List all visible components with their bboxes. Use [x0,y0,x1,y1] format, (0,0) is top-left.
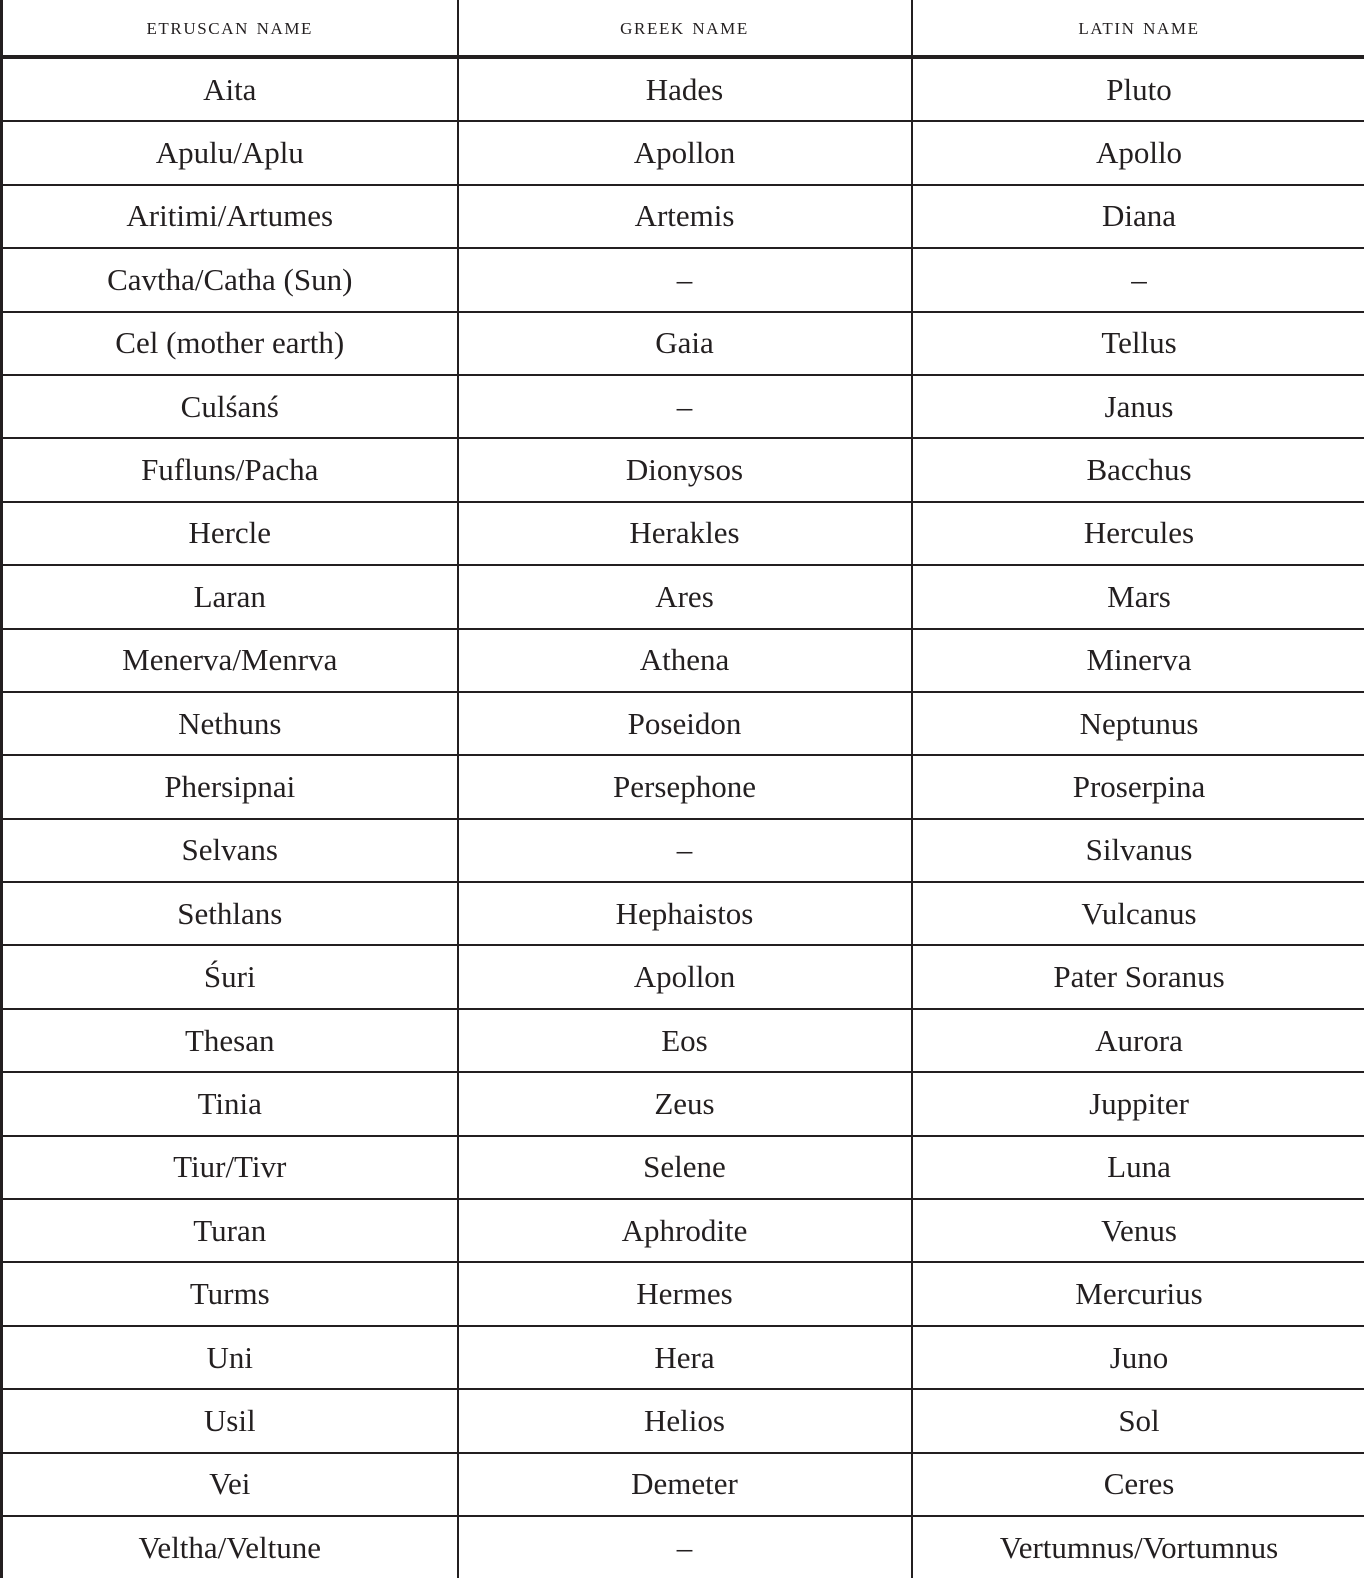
table-row [2,945,1364,1008]
greek-name-cell: Hephaistos [458,882,912,945]
table-body [2,57,1364,1578]
greek-name-cell: Selene [458,1136,912,1199]
greek-name-cell: Aphrodite [458,1199,912,1262]
greek-name-cell: Gaia [458,312,912,375]
latin-name-cell: Mars [912,565,1364,628]
etruscan-name-cell: Turms [2,1262,458,1325]
latin-name-cell: Venus [912,1199,1364,1262]
latin-name-cell: – [912,248,1364,311]
header-row [2,0,1364,57]
header-greek-name: greek name [458,0,912,57]
latin-name-cell: Pluto [912,57,1364,121]
latin-name-cell: Pater Soranus [912,945,1364,1008]
etruscan-name-cell: Tinia [2,1072,458,1135]
etruscan-name-cell: Veltha/Veltune [2,1516,458,1578]
table-row [2,629,1364,692]
greek-name-cell: Athena [458,629,912,692]
etruscan-name-cell: Thesan [2,1009,458,1072]
table-row [2,819,1364,882]
greek-name-cell: Artemis [458,185,912,248]
greek-name-cell: Hermes [458,1262,912,1325]
greek-name-cell: Eos [458,1009,912,1072]
greek-name-cell: – [458,375,912,438]
etruscan-name-cell: Hercle [2,502,458,565]
latin-name-cell: Hercules [912,502,1364,565]
etruscan-name-cell: Laran [2,565,458,628]
header-latin-name: latin name [912,0,1364,57]
latin-name-cell: Apollo [912,121,1364,184]
latin-name-cell: Minerva [912,629,1364,692]
latin-name-cell: Juppiter [912,1072,1364,1135]
etruscan-name-cell: Usil [2,1389,458,1452]
table-row [2,565,1364,628]
etruscan-name-cell: Aritimi/Artumes [2,185,458,248]
etruscan-name-cell: Turan [2,1199,458,1262]
greek-name-cell: Hera [458,1326,912,1389]
greek-name-cell: Hades [458,57,912,121]
table-row [2,312,1364,375]
etruscan-name-cell: Cavtha/Catha (Sun) [2,248,458,311]
etruscan-name-cell: Uni [2,1326,458,1389]
table-row [2,1136,1364,1199]
etruscan-name-cell: Sethlans [2,882,458,945]
table-row [2,375,1364,438]
etruscan-name-cell: Tiur/Tivr [2,1136,458,1199]
table-row [2,1453,1364,1516]
table-row [2,1516,1364,1578]
etruscan-name-cell: Fufluns/Pacha [2,438,458,501]
etruscan-name-cell: Cel (mother earth) [2,312,458,375]
header-etruscan-name: etruscan name [2,0,458,57]
etruscan-name-cell: Vei [2,1453,458,1516]
table-row [2,1262,1364,1325]
etruscan-name-cell: Apulu/Aplu [2,121,458,184]
table-row [2,1009,1364,1072]
latin-name-cell: Vulcanus [912,882,1364,945]
etruscan-name-cell: Śuri [2,945,458,1008]
table-row [2,882,1364,945]
greek-name-cell: – [458,819,912,882]
greek-name-cell: – [458,1516,912,1578]
etruscan-name-cell: Nethuns [2,692,458,755]
etruscan-name-cell: Culśanś [2,375,458,438]
table-row [2,502,1364,565]
latin-name-cell: Tellus [912,312,1364,375]
greek-name-cell: Zeus [458,1072,912,1135]
latin-name-cell: Mercurius [912,1262,1364,1325]
greek-name-cell: Apollon [458,121,912,184]
etruscan-name-cell: Menerva/Menrva [2,629,458,692]
etruscan-name-cell: Phersipnai [2,755,458,818]
latin-name-cell: Aurora [912,1009,1364,1072]
greek-name-cell: Poseidon [458,692,912,755]
table-row [2,121,1364,184]
greek-name-cell: Demeter [458,1453,912,1516]
greek-name-cell: – [458,248,912,311]
latin-name-cell: Proserpina [912,755,1364,818]
latin-name-cell: Sol [912,1389,1364,1452]
latin-name-cell: Diana [912,185,1364,248]
etruscan-name-cell: Aita [2,57,458,121]
table-row [2,692,1364,755]
etruscan-name-cell: Selvans [2,819,458,882]
latin-name-cell: Bacchus [912,438,1364,501]
latin-name-cell: Vertumnus/Vortumnus [912,1516,1364,1578]
table-row [2,1072,1364,1135]
table-row [2,248,1364,311]
greek-name-cell: Dionysos [458,438,912,501]
latin-name-cell: Juno [912,1326,1364,1389]
table-header [2,0,1364,57]
greek-name-cell: Herakles [458,502,912,565]
latin-name-cell: Luna [912,1136,1364,1199]
latin-name-cell: Neptunus [912,692,1364,755]
table-row [2,1389,1364,1452]
table-row [2,755,1364,818]
table-row [2,1199,1364,1262]
table-row [2,57,1364,121]
greek-name-cell: Ares [458,565,912,628]
greek-name-cell: Helios [458,1389,912,1452]
table-row [2,185,1364,248]
latin-name-cell: Janus [912,375,1364,438]
table-row [2,438,1364,501]
latin-name-cell: Silvanus [912,819,1364,882]
greek-name-cell: Apollon [458,945,912,1008]
latin-name-cell: Ceres [912,1453,1364,1516]
greek-name-cell: Persephone [458,755,912,818]
table-row [2,1326,1364,1389]
